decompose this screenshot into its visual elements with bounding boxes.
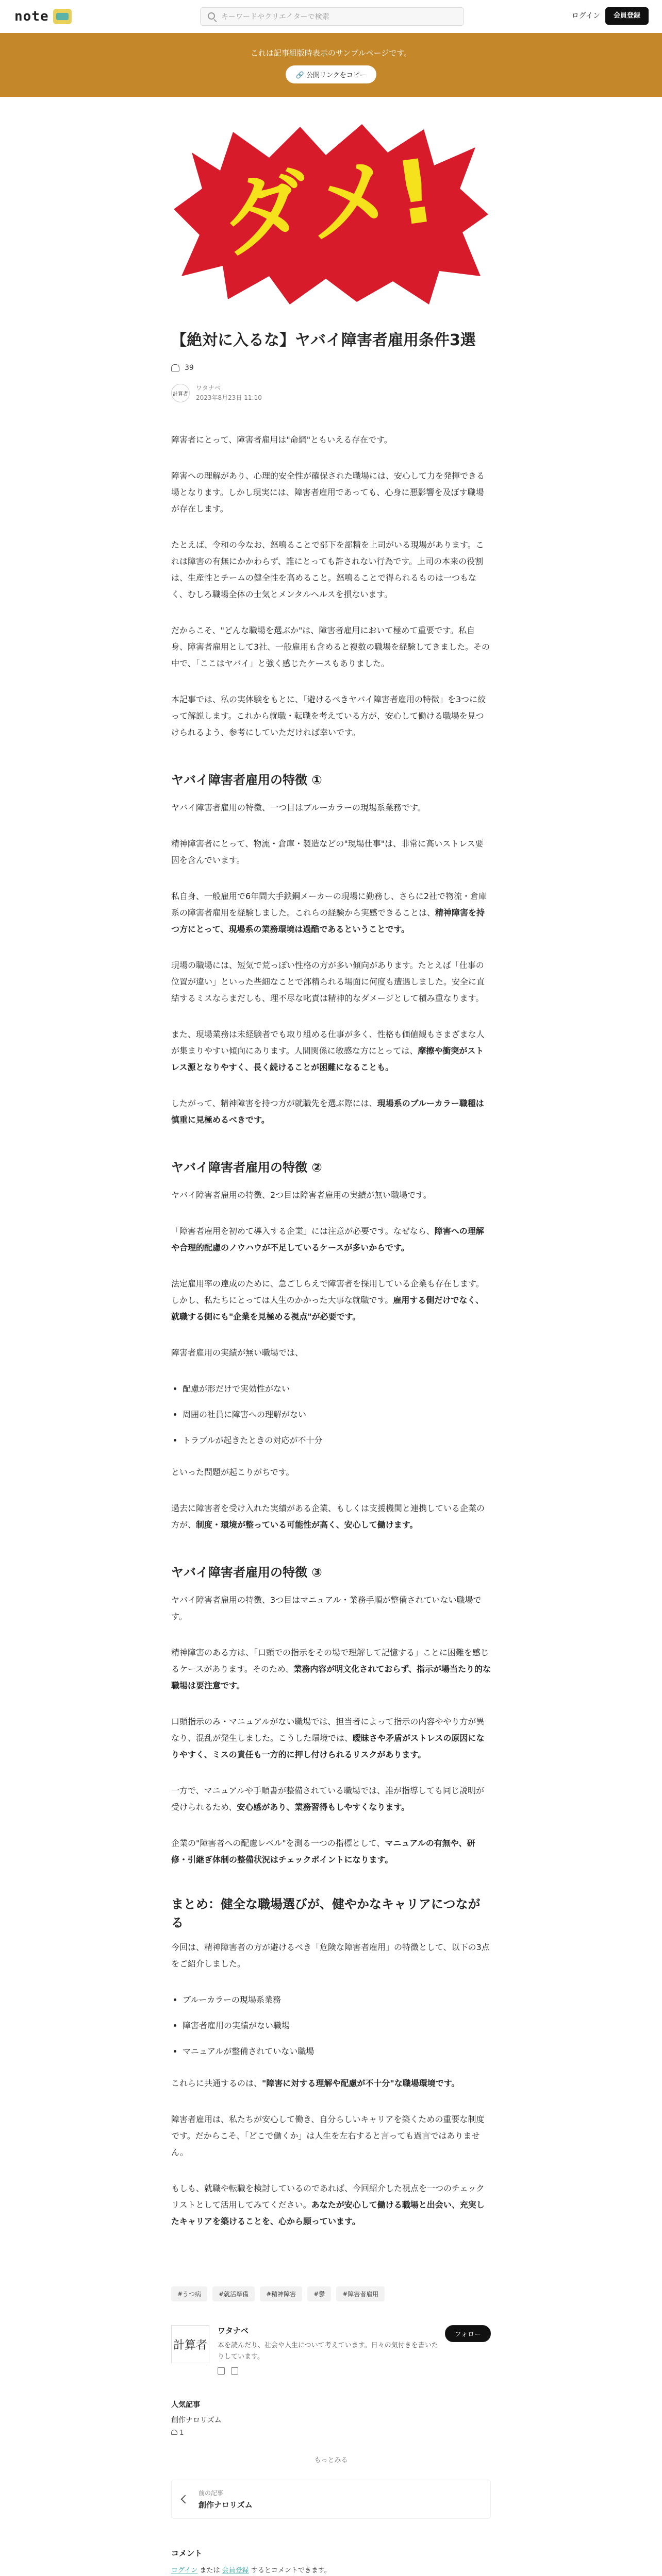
copy-link-label: 公開リンクをコピー — [306, 72, 367, 79]
creator-logo[interactable]: 計算者 — [171, 2325, 209, 2363]
paragraph: 私自身、一般雇用で6年間大手鉄鋼メーカーの現場に勤務し、さらに2社で物流・倉庫系の障害者雇用を経験しました。これらの経験から実感できることは、精神障害を持つ方にとって、現場系の業務環境は過酷であるということです。 — [171, 891, 487, 935]
search-input[interactable] — [200, 7, 464, 26]
search-placeholder: キーワードやクリエイターで検索 — [221, 13, 329, 21]
comments-heading: コメント — [171, 2548, 203, 2558]
signup-link[interactable]: 会員登録 — [222, 2566, 249, 2574]
rss-icon[interactable] — [231, 2367, 238, 2375]
tag-chip[interactable]: #就活準備 — [212, 2286, 255, 2301]
tag-chip[interactable]: #鬱 — [307, 2286, 331, 2301]
paragraph: ヤバイ障害者雇用の特徴、2つ目は障害者雇用の実績が無い職場です。 — [171, 1190, 432, 1200]
top-bar — [0, 0, 662, 33]
tag-list — [171, 2286, 491, 2301]
author-name[interactable]: ワタナベ — [196, 384, 221, 392]
hero-text: ダメ! — [214, 140, 442, 271]
note-logo[interactable]: note — [14, 9, 49, 24]
previous-article-label: 前の記事 — [198, 2489, 224, 2497]
popular-label: 人気記事 — [171, 2400, 200, 2409]
popular-article-title[interactable]: 創作ナロリズム — [171, 2416, 222, 2425]
logo-badge-icon — [53, 9, 72, 24]
paragraph: 本記事では、私の実体験をもとに、「避けるべきヤバイ障害者雇用の特徴」を3つに絞って解説します。これから就職・転職を考えている方が、安心して働ける職場を見つけられるよう、参考にしていただければ幸いです。 — [171, 694, 486, 738]
article — [171, 122, 491, 2574]
paragraph: 障害への理解があり、心理的安全性が確保された職場には、安心して力を発揮できる場となります。しかし現実には、障害者雇用であっても、心身に悪影響を及ぼす職場が存在します。 — [171, 471, 485, 514]
paragraph: 障害者にとって、障害者雇用は"命綱"ともいえる存在です。 — [171, 435, 392, 445]
list-item: • 障害者雇用の実績がない職場 — [183, 2018, 491, 2034]
paragraph: 精神障害のある方は、「口頭での指示をその場で理解して記憶する」ことに困難を感じるケースがあります。そのため、業務内容が明文化されておらず、指示が場当たり的な職場は要注意です。 — [171, 1648, 491, 1691]
x-icon[interactable] — [218, 2367, 225, 2375]
paragraph: もしも、就職や転職を検討しているのであれば、今回紹介した視点を一つのチェックリストとして活用してみてください。あなたが安心して働ける職場と出会い、充実したキャリアを築けることを、心から願っています。 — [171, 2183, 485, 2227]
paragraph: 過去に障害者を受け入れた実績がある企業、もしくは支援機関と連携している企業の方が、制度・環境が整っている可能性が高く、安心して働けます。 — [171, 1503, 485, 1530]
paragraph: 今回は、精神障害者の方が避けるべき「危険な障害者雇用」の特徴として、以下の3点をご紹介しました。 — [171, 1942, 490, 1969]
banner-message: これは記事組版時表示のサンプルページです。 — [250, 48, 412, 58]
section-heading: まとめ：健全な職場選びが、健やかなキャリアにつながる — [171, 1897, 481, 1930]
heart-icon[interactable] — [171, 364, 179, 371]
popular-likes: 1 — [171, 2429, 491, 2437]
paragraph: 法定雇用率の達成のために、急ごしらえで障害者を採用している企業も存在します。しかし、私たちにとっては人生のかかった大事な就職です。雇用する側だけでなく、就職する側にも"企業を見極める視点"が必要です。 — [171, 1279, 484, 1322]
preview-banner — [0, 33, 662, 97]
section-heading: ヤバイ障害者雇用の特徴 ② — [171, 1160, 322, 1175]
tag-chip[interactable]: #うつ病 — [171, 2286, 207, 2301]
previous-article-title: 創作ナロリズム — [198, 2500, 253, 2510]
paragraph: また、現場業務は未経験者でも取り組める仕事が多く、性格も価値観もさまざまな人が集まりやすい傾向にあります。人間関係に敏感な方にとっては、摩擦や衝突がストレス源となりやすく、長く続けることが困難になることも。 — [171, 1029, 485, 1073]
section-heading: ヤバイ障害者雇用の特徴 ③ — [171, 1565, 322, 1580]
paragraph: ヤバイ障害者雇用の特徴、3つ目はマニュアル・業務手順が整備されていない職場です。 — [171, 1595, 482, 1622]
paragraph: たとえば、令和の今なお、怒鳴ることで部下を部精を上司がいる現場があります。これは障害の有無にかかわらず、誰にとっても許されない行為です。上司の本来の役割は、生産性とチームの健全性を高めること。怒鳴ることで得られるものは一つもなく、むしろ職場全体の士気とメンタルヘルスを損ないます。 — [171, 540, 484, 600]
list-item: • マニュアルが整備されていない職場 — [183, 2043, 491, 2060]
paragraph: したがって、精神障害を持つ方が就職先を選ぶ際には、現場系のブルーカラー職種は慎重に見極めるべきです。 — [171, 1098, 484, 1125]
article-body — [171, 432, 491, 2230]
paragraph: 「障害者雇用を初めて導入する企業」には注意が必要です。なぜなら、障害への理解や合理的配慮のノウハウが不足しているケースが多いからです。 — [171, 1226, 484, 1253]
more-button[interactable]: もっとみる — [314, 2456, 348, 2464]
paragraph: 企業の"障害者への配慮レベル"を測る一つの指標として、マニュアルの有無や、研修・引継ぎ体制の整備状況はチェックポイントになります。 — [171, 1838, 475, 1865]
avatar-text: 計算者 — [173, 391, 188, 397]
creator-card — [171, 2325, 491, 2374]
paragraph: 口頭指示のみ・マニュアルがない職場では、担当者によって指示の内容ややり方が異なり、混乱が発生しました。こうした環境では、曖昧さや矛盾がストレスの原因になりやすく、ミスの責任も一方的に押し付けられるリスクがあります。 — [171, 1717, 485, 1760]
author-row — [171, 383, 491, 403]
login-link[interactable]: ログイン — [171, 2566, 198, 2574]
copy-link-button[interactable]: 🔗 公開リンクをコピー — [286, 65, 377, 83]
paragraph: これらに共通するのは、"障害に対する理解や配慮が不十分"な職場環境です。 — [171, 2078, 460, 2089]
publish-date: 2023年8月23日 11:10 — [196, 394, 262, 402]
paragraph: ヤバイ障害者雇用の特徴、一つ目はブルーカラーの現場系業務です。 — [171, 803, 426, 813]
paragraph: 精神障害者にとって、物流・倉庫・製造などの"現場仕事"は、非常に高いストレス要因を含んでいます。 — [171, 839, 484, 866]
likes-count: 39 — [185, 364, 194, 372]
tag-chip[interactable]: #障害者雇用 — [336, 2286, 385, 2301]
likes-row — [171, 364, 491, 372]
login-button[interactable]: ログイン — [571, 12, 600, 20]
creator-description: 本を読んだり、社会や人生について考えています。日々の気付きを書いたりしています。 — [218, 2342, 438, 2361]
tag-chip[interactable]: #精神障害 — [260, 2286, 302, 2301]
hero-image — [171, 122, 491, 307]
search-icon — [208, 12, 215, 20]
bullet-list — [183, 1381, 491, 1449]
comments-prompt: ログイン または 会員登録 するとコメントできます。 — [171, 2566, 331, 2574]
paragraph: 一方で、マニュアルや手順書が整備されている職場では、誰が指導しても同じ説明が受けられるため、安心感があり、業務習得もしやすくなります。 — [171, 1786, 485, 1812]
section-heading: ヤバイ障害者雇用の特徴 ① — [171, 773, 322, 788]
signup-button[interactable]: 会員登録 — [605, 7, 649, 25]
paragraph: だからこそ、"どんな職場を選ぶか"は、障害者雇用において極めて重要です。私自身、障害者雇用として3社、一般雇用も含めると複数の職場を経験してきました。その中で、「ここはヤバイ」と強く感じたケースもありました。 — [171, 625, 490, 669]
author-avatar[interactable] — [171, 384, 190, 402]
previous-article-card[interactable] — [171, 2480, 491, 2519]
list-item: • 周囲の社員に障害への理解がない — [183, 1406, 491, 1423]
list-item: • トラブルが起きたときの対応が不十分 — [183, 1432, 491, 1449]
heart-icon — [171, 2430, 177, 2435]
list-item: • ブルーカラーの現場系業務 — [183, 1992, 491, 2008]
paragraph: といった問題が起こりがちです。 — [171, 1467, 294, 1478]
bullet-list — [183, 1992, 491, 2060]
chevron-left-icon — [181, 2495, 190, 2503]
paragraph: 障害者雇用は、私たちが安心して働き、自分らしいキャリアを築くための重要な制度です。だからこそ、「どこで働くか」は人生を左右すると言っても過言ではありません。 — [171, 2114, 485, 2158]
paragraph: 現場の職場には、短気で荒っぽい性格の方が多い傾向があります。たとえば「仕事の位置が違い」といった些細なことで部精られる場面に何度も遭遇しました。安全に直結するミスならまだしも、理不尽な叱責は精神的なダメージとして積み重なります。 — [171, 960, 485, 1004]
creator-name[interactable]: ワタナベ — [218, 2326, 249, 2336]
follow-button[interactable]: フォロー — [445, 2325, 491, 2342]
list-item: • 配慮が形だけで実効性がない — [183, 1381, 491, 1397]
article-title: 【絶対に入るな】ヤバイ障害者雇用条件3選 — [171, 331, 476, 349]
paragraph: 障害者雇用の実績が無い職場では、 — [171, 1348, 304, 1358]
